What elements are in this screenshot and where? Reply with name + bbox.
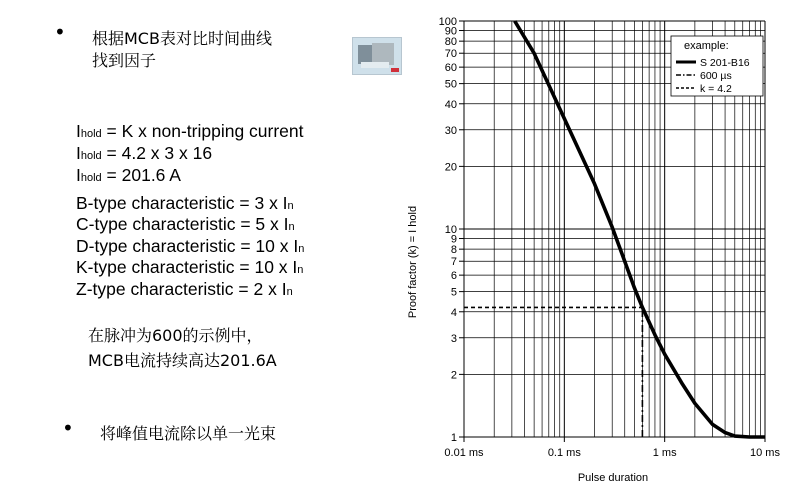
- x-tick-label: 0.01 ms: [444, 447, 484, 459]
- y-tick-label: 5: [450, 286, 457, 299]
- characteristic-b-type: B-type characteristic = 3 x In: [76, 193, 294, 213]
- bullet-1: •: [54, 20, 66, 44]
- y-tick-label: 9: [450, 233, 457, 246]
- y-tick-label: 10: [444, 224, 457, 236]
- text-block-2-line-2: MCB电流持续高达201.6A: [88, 351, 277, 370]
- y-tick-label: 20: [444, 161, 457, 174]
- x-axis-label: Pulse duration: [577, 472, 649, 484]
- legend-title: example:: [684, 40, 729, 52]
- y-tick-label: 60: [444, 62, 457, 75]
- y-tick-label: 100: [438, 16, 457, 28]
- y-axis-label: Proof factor (k) = I hold: [407, 205, 419, 319]
- legend-label-s201-b16: S 201-B16: [700, 57, 750, 69]
- bullet-2: •: [62, 416, 74, 440]
- y-tick-label: 30: [444, 124, 457, 137]
- legend-label-600us: 600 µs: [700, 70, 732, 82]
- characteristic-d-type: D-type characteristic = 10 x In: [76, 236, 305, 256]
- y-tick-label: 7: [450, 256, 457, 269]
- characteristic-c-type: C-type characteristic = 5 x In: [76, 214, 295, 234]
- text-block-1-line-1: 根据MCB表对比时间曲线: [92, 29, 272, 48]
- y-tick-label: 4: [450, 306, 457, 319]
- y-tick-label: 6: [450, 270, 457, 283]
- formula-line-2: Ihold = 4.2 x 3 x 16: [76, 143, 213, 163]
- y-tick-label: 8: [450, 244, 457, 257]
- y-tick-label: 1: [450, 432, 457, 444]
- y-tick-label: 70: [444, 48, 457, 61]
- y-tick-label: 40: [444, 98, 457, 111]
- formula-line-3: Ihold = 201.6 A: [76, 165, 181, 185]
- legend: [671, 36, 763, 96]
- text-block-3: 将峰值电流除以单一光束: [100, 424, 277, 443]
- y-tick-label: 2: [450, 369, 457, 382]
- text-block-1-line-2: 找到因子: [92, 51, 157, 70]
- x-tick-label: 10 ms: [750, 447, 780, 459]
- y-tick-label: 50: [444, 78, 457, 91]
- legend-label-k42: k = 4.2: [700, 83, 732, 95]
- y-tick-label: 80: [444, 36, 457, 49]
- text-block-2-line-1: 在脉冲为600的示例中，: [88, 326, 263, 345]
- characteristic-z-type: Z-type characteristic = 2 x In: [76, 279, 293, 299]
- x-tick-label: 0.1 ms: [547, 447, 581, 459]
- characteristic-k-type: K-type characteristic = 10 x In: [76, 257, 304, 277]
- x-tick-label: 1 ms: [652, 447, 677, 459]
- formula-line-1: Ihold = K x non-tripping current: [76, 121, 304, 141]
- y-tick-label: 3: [450, 332, 457, 345]
- y-tick-label: 90: [444, 25, 457, 38]
